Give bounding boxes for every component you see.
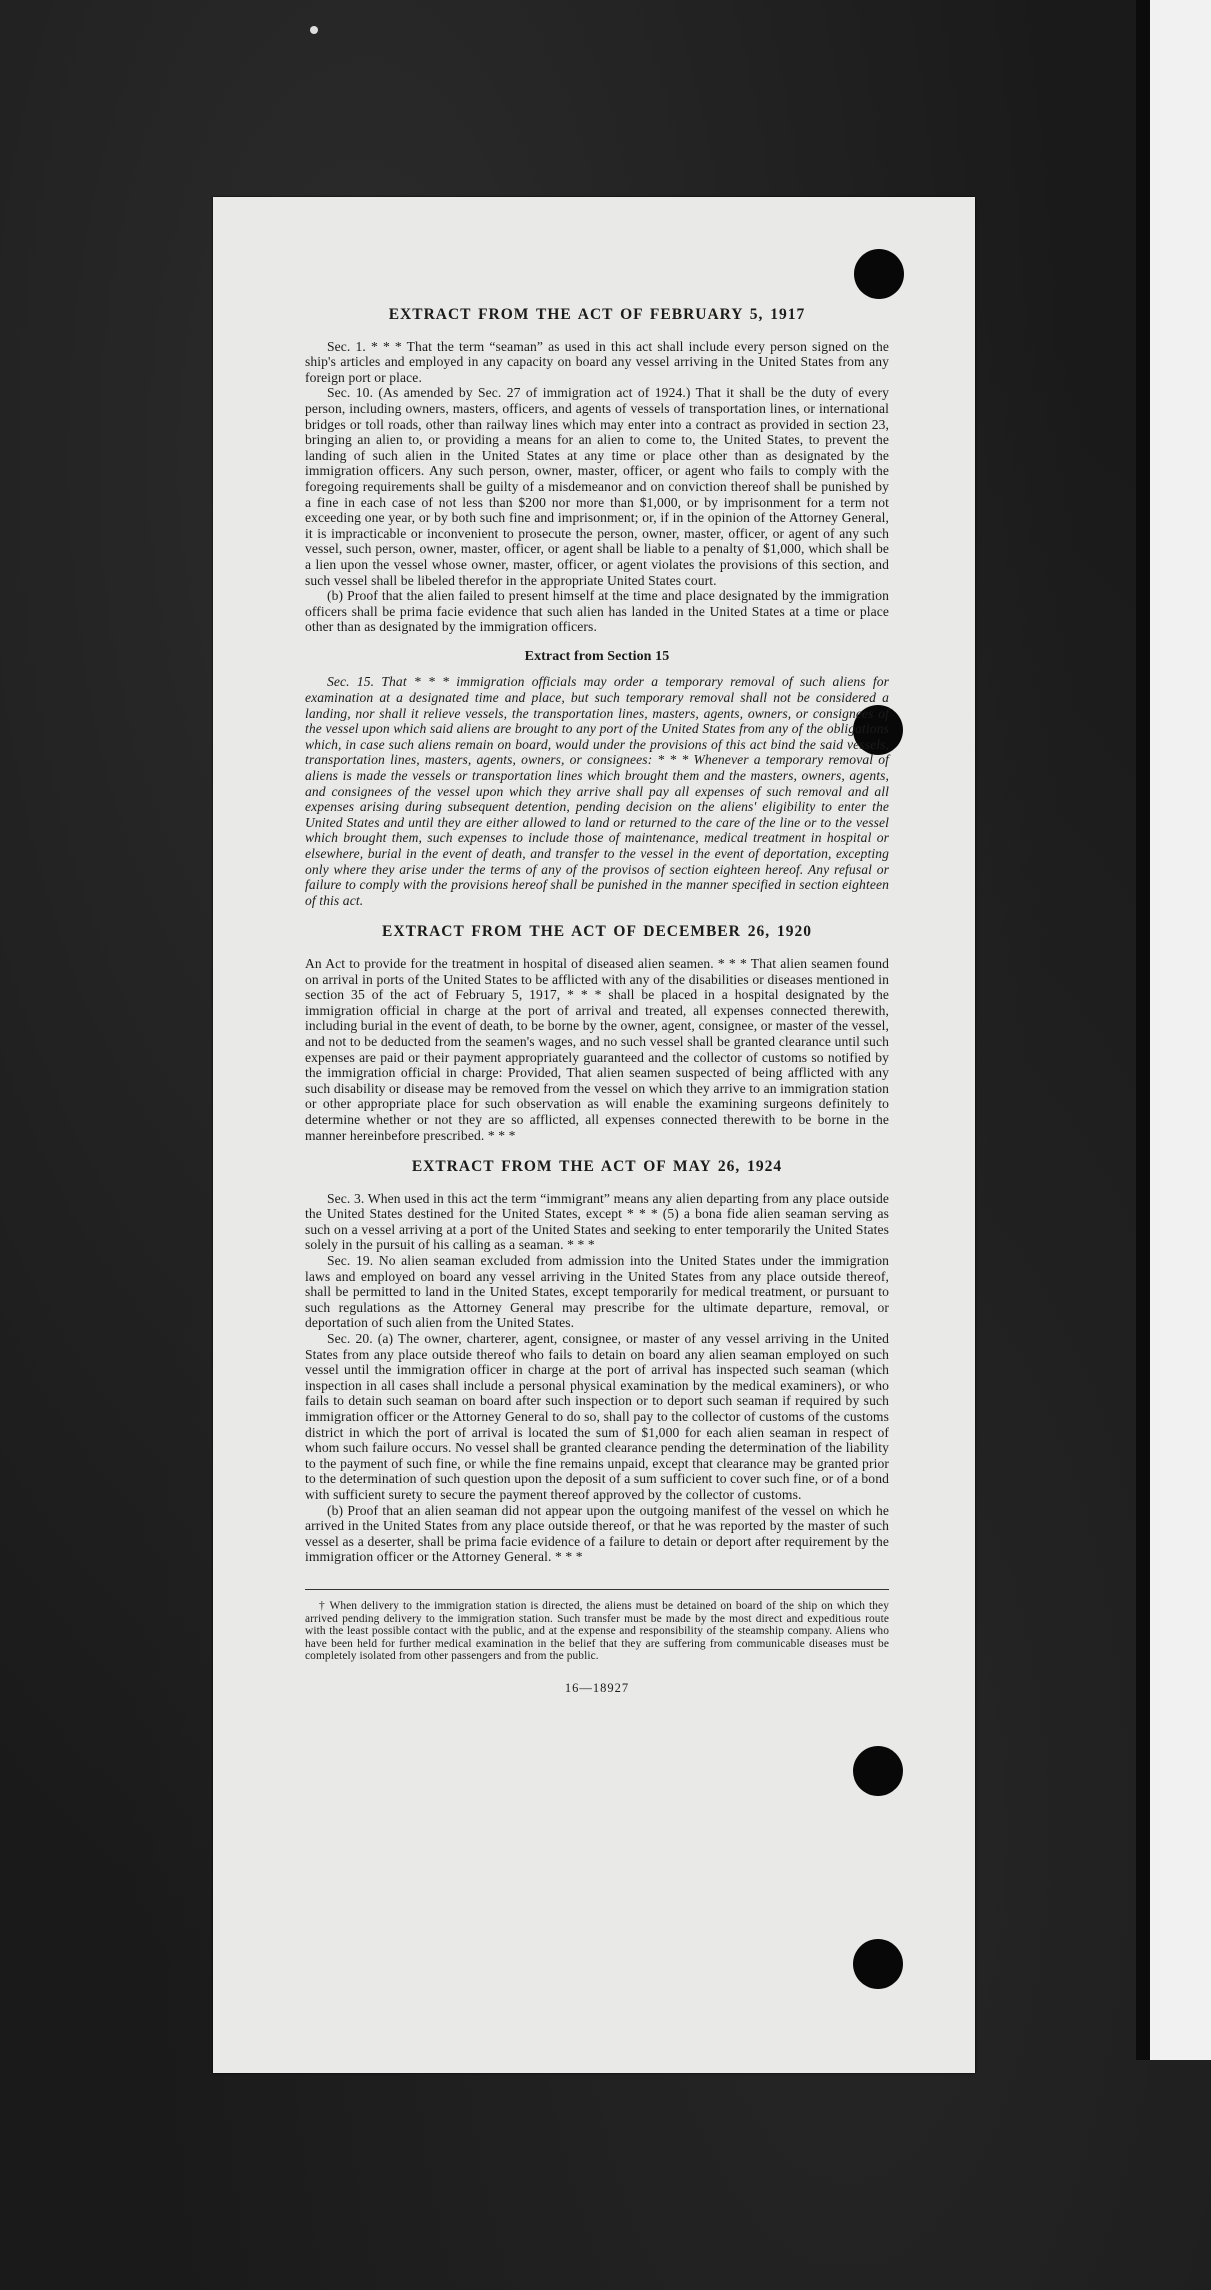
heading-act-1920: EXTRACT FROM THE ACT OF DECEMBER 26, 1920 [382,923,812,941]
footnote [305,1600,889,1663]
sec-19-paragraph: Sec. 19. No alien seaman excluded from admission into the United States under the immigration laws and employed on board any vessel arriving in the United States from any place outside thereof, shall be permitted to land in the United States, except temporarily for medical treatment, or pursuant to such regulations as the Attorney General may prescribe for the ultimate departure, removal, or deportation of such alien from the United States. [305,1253,889,1331]
sec-20a-paragraph: Sec. 20. (a) The owner, charterer, agent, consignee, or master of any vessel arriving in the United States from any place outside thereof who fails to detain on board any alien seaman employed on such vessel until the immigration officer in charge at the port of arrival has inspected such seaman (which inspection in all cases shall include a personal physical examination by the medical examiners), or who fails to detain such seaman on board after such inspection or to deport such seaman if required by such immigration officer or the Attorney General to do so, shall pay to the collector of customs of the customs district in which the port of arrival is located the sum of $1,000 for each alien seaman in respect of whom such failure occurs. No vessel shall be granted clearance pending the determination of the liability to the payment of such fine, or while the fine remains unpaid, except that clearance may be granted prior to the determination of such question upon the deposit of a sum sufficient to cover such fine, or of a bond with sufficient surety to secure the payment thereof approved by the collector of customs. [305,1331,889,1502]
document-text [305,307,889,1697]
sec-3-paragraph: Sec. 3. When used in this act the term “immigrant” means any alien departing from any place outside the United States destined for the United States, except * * * (5) a bona fide alien seaman serving as such on a vessel arriving at a port of the United States and seeking to enter temporarily the United States solely in the pursuit of his calling as a seaman. * * * [305,1190,889,1253]
film-edge-strip [1150,0,1211,2060]
document-page [213,197,975,2073]
punch-hole-4 [853,1939,903,1989]
heading-act-1917: EXTRACT FROM THE ACT OF FEBRUARY 5, 1917 [388,306,806,323]
punch-hole-3 [853,1746,903,1796]
heading-act-1924: EXTRACT FROM THE ACT OF MAY 26, 1924 [411,1158,783,1176]
footnote-text: † When delivery to the immigration station is directed, the aliens must be detained on board of the ship on which they arrived pending delivery to the immigration station. Such transfer must be made by the most direct and expeditious route with the least possible contact with the public, and at the expense and responsibility of the steamship company. Aliens who have been held for further medical examination in the belief that they are suffering from communicable diseases must be completely isolated from other passengers and from the public. [305,1599,889,1663]
sec-10-paragraph: Sec. 10. (As amended by Sec. 27 of immigration act of 1924.) That it shall be the duty of every person, including owners, masters, officers, and agents of vessels of transportation lines, or international bridges or toll roads, other than railway lines which may enter into a contract as provided in section 23, bringing an alien to, or providing a means for an alien to come to, the United States, to prevent the landing of such alien in the United States at any time or place other than as designated by the immigration officers. Any such person, owner, master, officer, or agent who fails to comply with the foregoing requirements shall be guilty of a misdemeanor and on conviction thereof shall be punished by a fine in each case of not less than $200 nor more than $1,000, or by imprisonment for a term not exceeding one year, or by both such fine and imprisonment; or, if in the opinion of the Attorney General, it is impracticable or inconvenient to prosecute the person, owner, master, officer, or agent of any such vessel, such person, owner, master, officer, or agent shall be liable to a penalty of $1,000, which shall be a lien upon the vessel whose owner, master, officer, or agent violates the provisions of this section, and such vessel shall be libeled therefor in the appropriate United States court. [305,385,889,588]
act-1920-paragraph: An Act to provide for the treatment in hospital of diseased alien seamen. * * * That alien seamen found on arrival in ports of the United States to be afflicted with any of the disabilities or diseases mentioned in section 35 of the act of February 5, 1917, * * * shall be placed in a hospital designated by the immigration official in charge at the port of arrival and treated, all expenses connected therewith, including burial in the event of death, to be borne by the owner, agent, consignee, or master of the vessel, and not to be deducted from the seamen's wages, and no such vessel shall be granted clearance until such expenses are paid or their payment appropriately guaranteed and the collector of customs so notified by the immigration official in charge: Provided, That alien seamen suspected of being afflicted with any such disability or disease may be removed from the vessel on which they arrive to an immigration station or other appropriate place for such observation as will enable the examining surgeons definitely to determine whether or not they are so afflicted, all expenses connected therewith to be borne in the manner hereinbefore prescribed. * * * [305,955,889,1143]
footnote-divider [305,1589,889,1590]
form-number: 16—18927 [564,1680,630,1695]
sec-1-paragraph: Sec. 1. * * * That the term “seaman” as used in this act shall include every person signed on the ship's articles and employed in any capacity on board any vessel arriving in the United States from any foreign port or place. [305,338,889,385]
punch-hole-1 [854,249,904,299]
sec-20b-paragraph: (b) Proof that an alien seaman did not appear upon the outgoing manifest of the vessel on which he arrived in the United States from any place outside thereof, or that he was reported by the master of such vessel as a deserter, shall be prima facie evidence of a failure to detain or deport after requirement by the immigration officer or the Attorney General. * * * [305,1502,889,1565]
heading-section-15: Extract from Section 15 [524,648,670,664]
film-edge-shadow [1136,0,1150,2060]
sec-10b-paragraph: (b) Proof that the alien failed to present himself at the time and place designated by the immigration officers shall be prima facie evidence that such alien has landed in the United States at a time or place other than as designated by the immigration officers. [305,588,889,635]
sec-15-paragraph: Sec. 15. That * * * immigration officials may order a temporary removal of such aliens for examination at a designated time and place, but such temporary removal shall not be considered a landing, nor shall it relieve vessels, the transportation lines, masters, agents, owners, or consignees of the vessel upon which said aliens are brought to any port of the United States from any of the obligations which, in case such aliens remain on board, would under the provisions of this act bind the said vessels, transportation lines, masters, agents, owners, or consignees: * * * Whenever a temporary removal of aliens is made the vessels or transportation lines which brought them and the masters, owners, agents, and consignees of the vessel upon which they arrive shall pay all expenses of such removal and all expenses arising during subsequent detention, pending decision on the aliens' eligibility to enter the United States and until they are either allowed to land or returned to the care of the line or to the vessel which brought them, such expenses to include those of maintenance, medical treatment in hospital or elsewhere, burial in the event of death, and transfer to the vessel in the event of deportation, excepting only where they arise under the terms of any of the provisos of section eighteen hereof. Any refusal or failure to comply with the provisions hereof shall be punished in the manner specified in section eighteen of this act. [305,674,889,908]
film-speck [310,26,318,34]
